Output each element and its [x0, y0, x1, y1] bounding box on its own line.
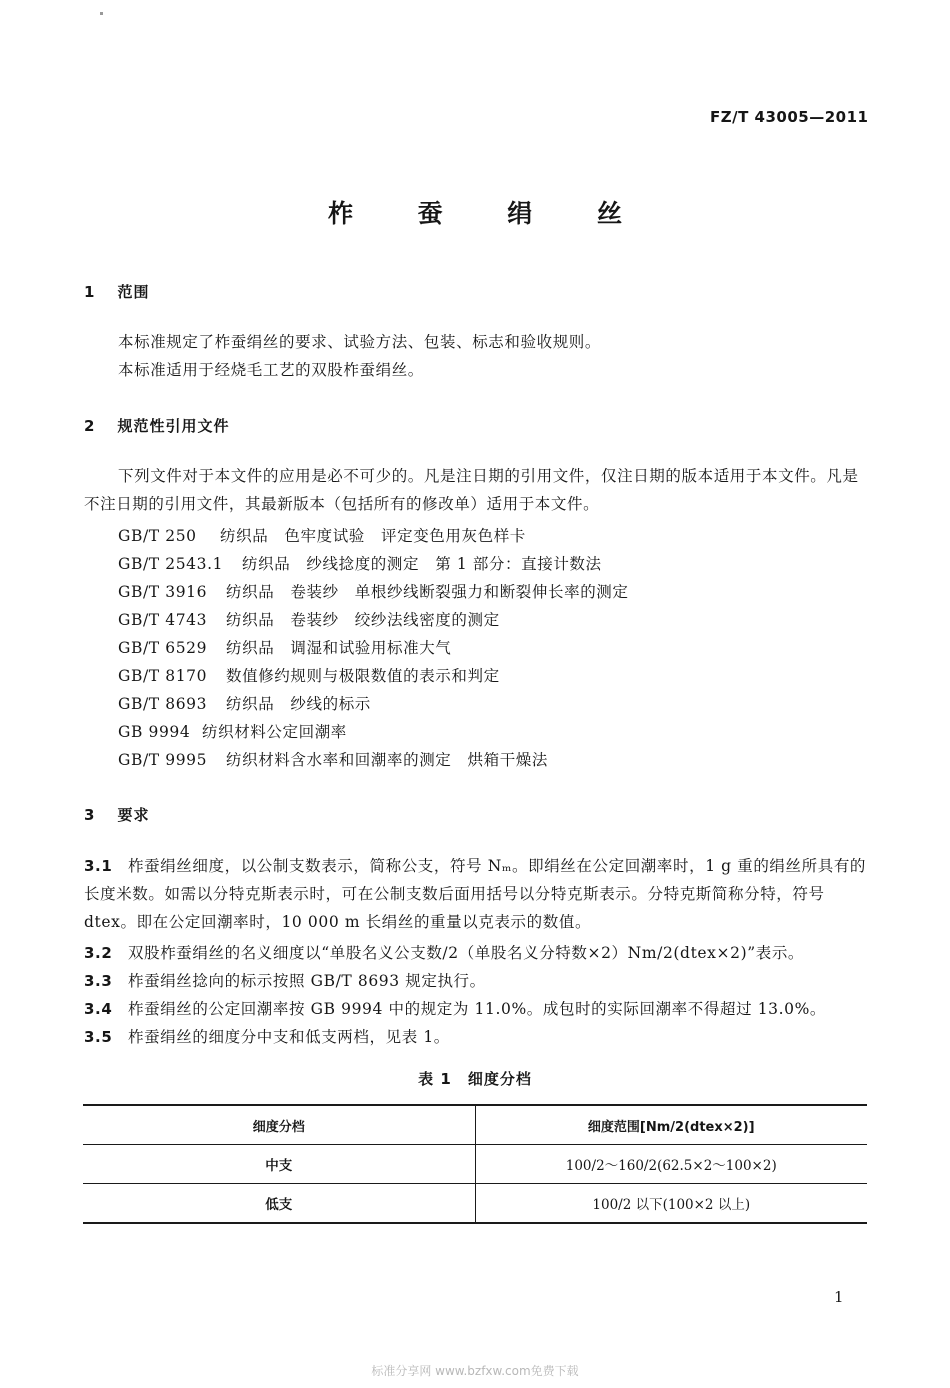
reference-title: 数值修约规则与极限数值的表示和判定 [226, 667, 500, 685]
clause-3-3 [84, 969, 486, 991]
reference-code: GB 9994 [118, 723, 191, 741]
reference-code: GB/T 2543.1 [118, 555, 224, 573]
reference-item [118, 608, 500, 630]
table-header-row [83, 1105, 867, 1145]
reference-title: 纺织品 调湿和试验用标准大气 [226, 639, 452, 657]
clause-text: 双股柞蚕绢丝的名义细度以“单股名义公支数/2（单股名义分特数×2）Nm/2(dtex×2)”表示。 [128, 944, 805, 962]
clause-text: 柞蚕绢丝捻向的标示按照 GB/T 8693 规定执行。 [128, 972, 486, 990]
table-cell: 100/2 以下(100×2 以上) [592, 1197, 751, 1213]
reference-item [118, 664, 500, 686]
clause-number: 3.5 [84, 1028, 113, 1046]
watermark: 标准分享网 www.bzfxw.com免费下载 [371, 1364, 579, 1378]
reference-title: 纺织材料含水率和回潮率的测定 烘箱干燥法 [226, 751, 549, 769]
references-intro: 下列文件对于本文件的应用是必不可少的。凡是注日期的引用文件，仅注日期的版本适用于本文件。凡是不注日期的引用文件，其最新版本（包括所有的修改单）适用于本文件。 [84, 467, 859, 513]
section-heading-scope [84, 281, 150, 302]
clause-text: 柞蚕绢丝细度，以公制支数表示，简称公支，符号 Nₘ。即绢丝在公定回潮率时，1 g 重的绢丝所具有的长度米数。如需以分特克斯表示时，可在公制支数后面用括号以分特克斯表示。分特克斯简称分特，符号 dtex。即在公定回潮率时，10 000 m 长绢丝的重量以克表示的数值。 [84, 857, 867, 931]
scan-speck [100, 12, 103, 15]
reference-code: GB/T 9995 [118, 751, 208, 769]
table-header-cell: 细度分档 [83, 1105, 475, 1145]
section-heading-references [84, 415, 230, 436]
reference-code: GB/T 4743 [118, 611, 208, 629]
reference-title: 纺织品 卷装纱 单根纱线断裂强力和断裂伸长率的测定 [226, 583, 629, 601]
table-cell: 100/2～160/2(62.5×2～100×2) [475, 1145, 867, 1184]
reference-title: 纺织材料公定回潮率 [202, 723, 347, 741]
reference-code: GB/T 6529 [118, 639, 208, 657]
clause-number: 3.2 [84, 944, 113, 962]
document-title: 柞 蚕 绢 丝 [327, 199, 651, 228]
reference-item [118, 720, 347, 742]
reference-title: 纺织品 纱线的标示 [226, 695, 371, 713]
page-number: 1 [834, 1288, 844, 1306]
table-row [83, 1184, 867, 1224]
table-row [83, 1145, 867, 1184]
reference-item [118, 748, 548, 770]
clause-3-1 [84, 852, 870, 936]
reference-item [118, 636, 451, 658]
table-header-cell: 细度范围[Nm/2(dtex×2)] [475, 1105, 867, 1145]
clause-number: 3.4 [84, 1000, 113, 1018]
clause-text: 柞蚕绢丝的公定回潮率按 GB 9994 中的规定为 11.0%。成包时的实际回潮率不得超过 13.0%。 [128, 1000, 827, 1018]
reference-item [118, 580, 629, 602]
reference-code: GB/T 250 [118, 527, 197, 545]
scope-paragraph-1: 本标准规定了柞蚕绢丝的要求、试验方法、包装、标志和验收规则。 [118, 333, 602, 351]
reference-title: 纺织品 纱线捻度的测定 第 1 部分：直接计数法 [242, 555, 602, 573]
reference-code: GB/T 8170 [118, 667, 208, 685]
reference-item [118, 552, 602, 574]
reference-code: GB/T 3916 [118, 583, 208, 601]
section-title: 要求 [117, 806, 150, 824]
reference-title: 纺织品 色牢度试验 评定变色用灰色样卡 [220, 527, 526, 545]
clause-number: 3.3 [84, 972, 113, 990]
reference-item [118, 692, 371, 714]
standard-code: FZ/T 43005—2011 [710, 108, 869, 126]
clause-number: 3.1 [84, 857, 113, 875]
reference-code: GB/T 8693 [118, 695, 208, 713]
section-number: 2 [84, 417, 95, 435]
clause-text: 柞蚕绢丝的细度分中支和低支两档，见表 1。 [128, 1028, 450, 1046]
section-number: 1 [84, 283, 95, 301]
section-title: 范围 [117, 283, 150, 301]
clause-3-4 [84, 997, 826, 1019]
section-heading-requirements [84, 804, 150, 825]
table-caption: 表 1 细度分档 [418, 1070, 532, 1088]
section-title: 规范性引用文件 [117, 417, 230, 435]
clause-3-5 [84, 1025, 450, 1047]
reference-item [118, 524, 526, 546]
section-number: 3 [84, 806, 95, 824]
scope-paragraph-2: 本标准适用于经烧毛工艺的双股柞蚕绢丝。 [118, 361, 424, 379]
table-cell: 中支 [83, 1145, 475, 1184]
table-cell: 低支 [83, 1184, 475, 1224]
clause-3-2 [84, 941, 804, 963]
reference-title: 纺织品 卷装纱 绞纱法线密度的测定 [226, 611, 500, 629]
fineness-grade-table [83, 1104, 867, 1224]
